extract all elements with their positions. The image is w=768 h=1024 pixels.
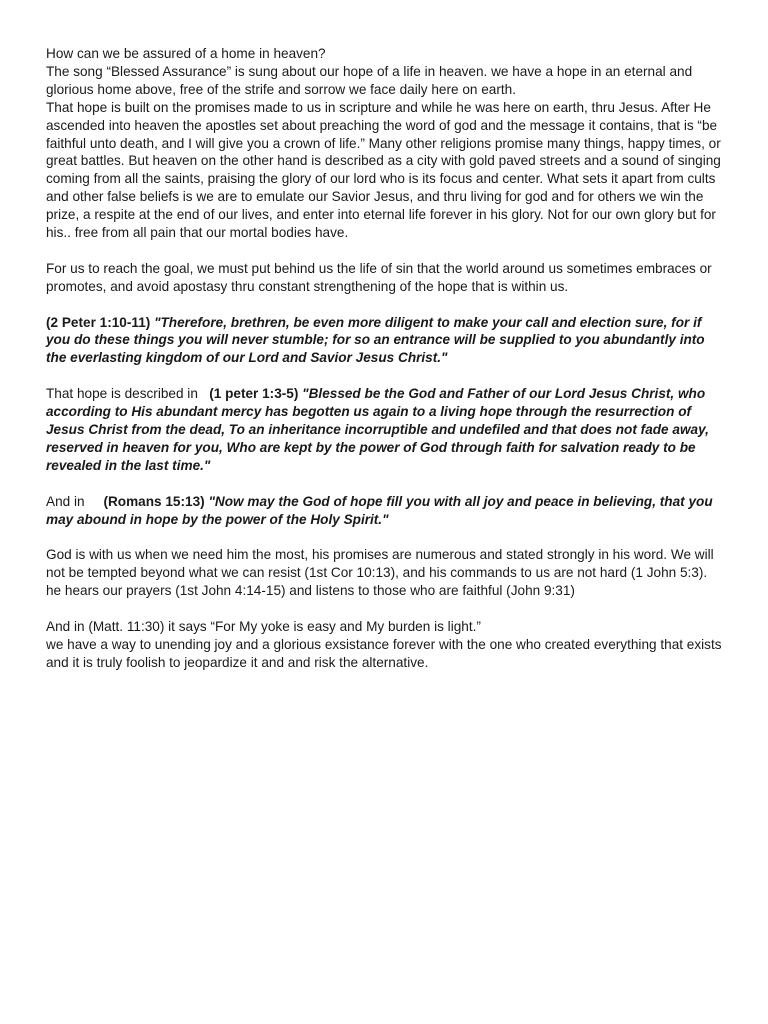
verse-romans-paragraph bbox=[46, 493, 726, 529]
closing-matthew-line: And in (Matt. 11:30) it says “For My yoke is easy and My burden is light.” bbox=[46, 618, 481, 634]
intro-section bbox=[46, 45, 726, 242]
goal-paragraph bbox=[46, 260, 726, 296]
verse-romans-lead: And in bbox=[46, 493, 89, 509]
intro-paragraph: The song “Blessed Assurance” is sung about our hope of a life in heaven. we have a hope in an eternal and glorious home above, free of the strife and sorrow we face daily here on earth. bbox=[46, 63, 693, 97]
goal-text: For us to reach the goal, we must put behind us the life of sin that the world around us sometimes embraces or promotes, and avoid apostasy thru constant strengthening of the hope that is within us. bbox=[46, 260, 712, 294]
verse-romans-quote: "Now may the God of hope fill you with all joy and peace in believing, that you may abound in hope by the power of the Holy Spirit." bbox=[46, 493, 713, 527]
hope-paragraph: That hope is built on the promises made to us in scripture and while he was here on earth, thru Jesus. After He ascended into heaven the apostles set about preaching the word of god and the message it contains, that is “be faithful unto death, and I will give you a crown of life.” Many other religions promise many things, happy times, or great battles. But heaven on the other hand is described as a city with gold paved streets and a sound of singing coming from all the saints, praising the glory of our lord who is its focus and center. What sets it apart from cults and other false beliefs is we are to emulate our Savior Jesus, and thru living for god and for others we win the prize, a respite at the end of our lives, and enter into eternal life forever in his glory. Not for our own glory but for his.. free from all pain that our mortal bodies have. bbox=[46, 99, 721, 241]
verse-1-peter-quote: "Blessed be the God and Father of our Lord Jesus Christ, who according to His abundant mercy has begotten us again to a living hope through the resurrection of Jesus Christ from the dead, To an inheritance incorruptible and undefiled and that does not fade away, reserved in heaven for you, Who are kept by the power of God through faith for salvation ready to be revealed in the last time." bbox=[46, 386, 709, 473]
closing-section bbox=[46, 618, 726, 672]
verse-2-peter-quote: "Therefore, brethren, be even more diligent to make your call and election sure, for if you do these things you will never stumble; for so an entrance will be supplied to you abundantly into the everlasting kingdom of our Lord and Savior Jesus Christ." bbox=[46, 314, 705, 366]
verse-1-peter-paragraph bbox=[46, 385, 726, 475]
verse-2-peter-reference: (2 Peter 1:10-11) bbox=[46, 314, 155, 330]
closing-final-line: we have a way to unending joy and a glorious exsistance forever with the one who created everything that exists and it is truly foolish to jeopardize it and and risk the alternative. bbox=[46, 636, 722, 670]
verse-1-peter-lead: That hope is described in bbox=[46, 386, 202, 402]
document-page bbox=[46, 45, 726, 690]
verse-2-peter-paragraph bbox=[46, 314, 726, 368]
verse-1-peter-reference: (1 peter 1:3-5) bbox=[209, 386, 303, 402]
promises-paragraph bbox=[46, 546, 726, 600]
verse-romans-reference: (Romans 15:13) bbox=[103, 493, 209, 509]
document-heading: How can we be assured of a home in heaven? bbox=[46, 46, 326, 61]
promises-text: God is with us when we need him the most, his promises are numerous and stated strongly in his word. We will not be tempted beyond what we can resist (1st Cor 10:13), and his commands to us are not hard (1 John 5:3). he hears our prayers (1st John 4:14-15) and listens to those who are faithful (John 9:31) bbox=[46, 547, 714, 599]
